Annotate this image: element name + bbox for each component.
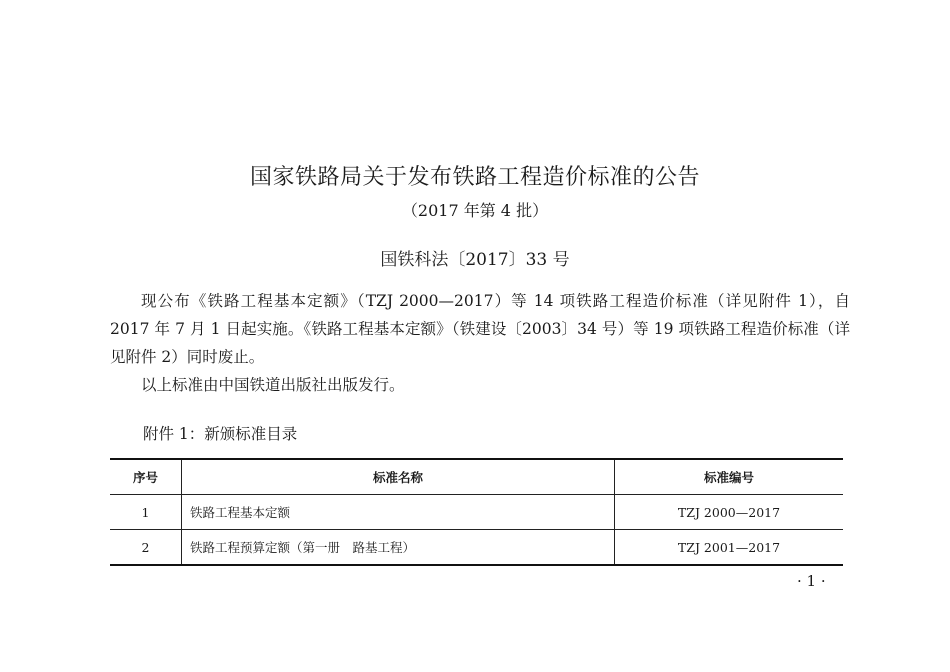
standards-table xyxy=(110,458,843,566)
paragraph-publication: 现公布《铁路工程基本定额》（TZJ 2000—2017）等 14 项铁路工程造价标准（详见附件 1），自 2017 年 7 月 1 日起实施。《铁路工程基本定额》（铁建设〔2003〕34 号）等 19 项铁路工程造价标准（详见附件 2）同时废止。 xyxy=(110,292,850,366)
table-row xyxy=(110,495,843,530)
announcement-body xyxy=(110,287,850,399)
table-row xyxy=(110,530,843,566)
batch-subtitle: （2017 年第 4 批） xyxy=(401,201,549,220)
cell-standard-code: TZJ 2000—2017 xyxy=(615,495,844,530)
paragraph-publisher: 以上标准由中国铁道出版社出版发行。 xyxy=(141,376,405,394)
header-standard-name: 标准名称 xyxy=(182,459,615,495)
cell-standard-code: TZJ 2001—2017 xyxy=(615,530,844,566)
cell-standard-name: 铁路工程基本定额 xyxy=(182,495,615,530)
cell-serial-number: 1 xyxy=(110,495,182,530)
announcement-title: 国家铁路局关于发布铁路工程造价标准的公告 xyxy=(249,165,700,190)
header-standard-code: 标准编号 xyxy=(615,459,844,495)
header-serial-number: 序号 xyxy=(110,459,182,495)
attachment-title: 附件 1：新颁标准目录 xyxy=(143,425,298,443)
table-header-row xyxy=(110,459,843,495)
cell-serial-number: 2 xyxy=(110,530,182,566)
document-number: 国铁科法〔2017〕33 号 xyxy=(380,250,570,270)
page-number: · 1 · xyxy=(797,572,826,590)
cell-standard-name: 铁路工程预算定额（第一册 路基工程） xyxy=(182,530,615,566)
